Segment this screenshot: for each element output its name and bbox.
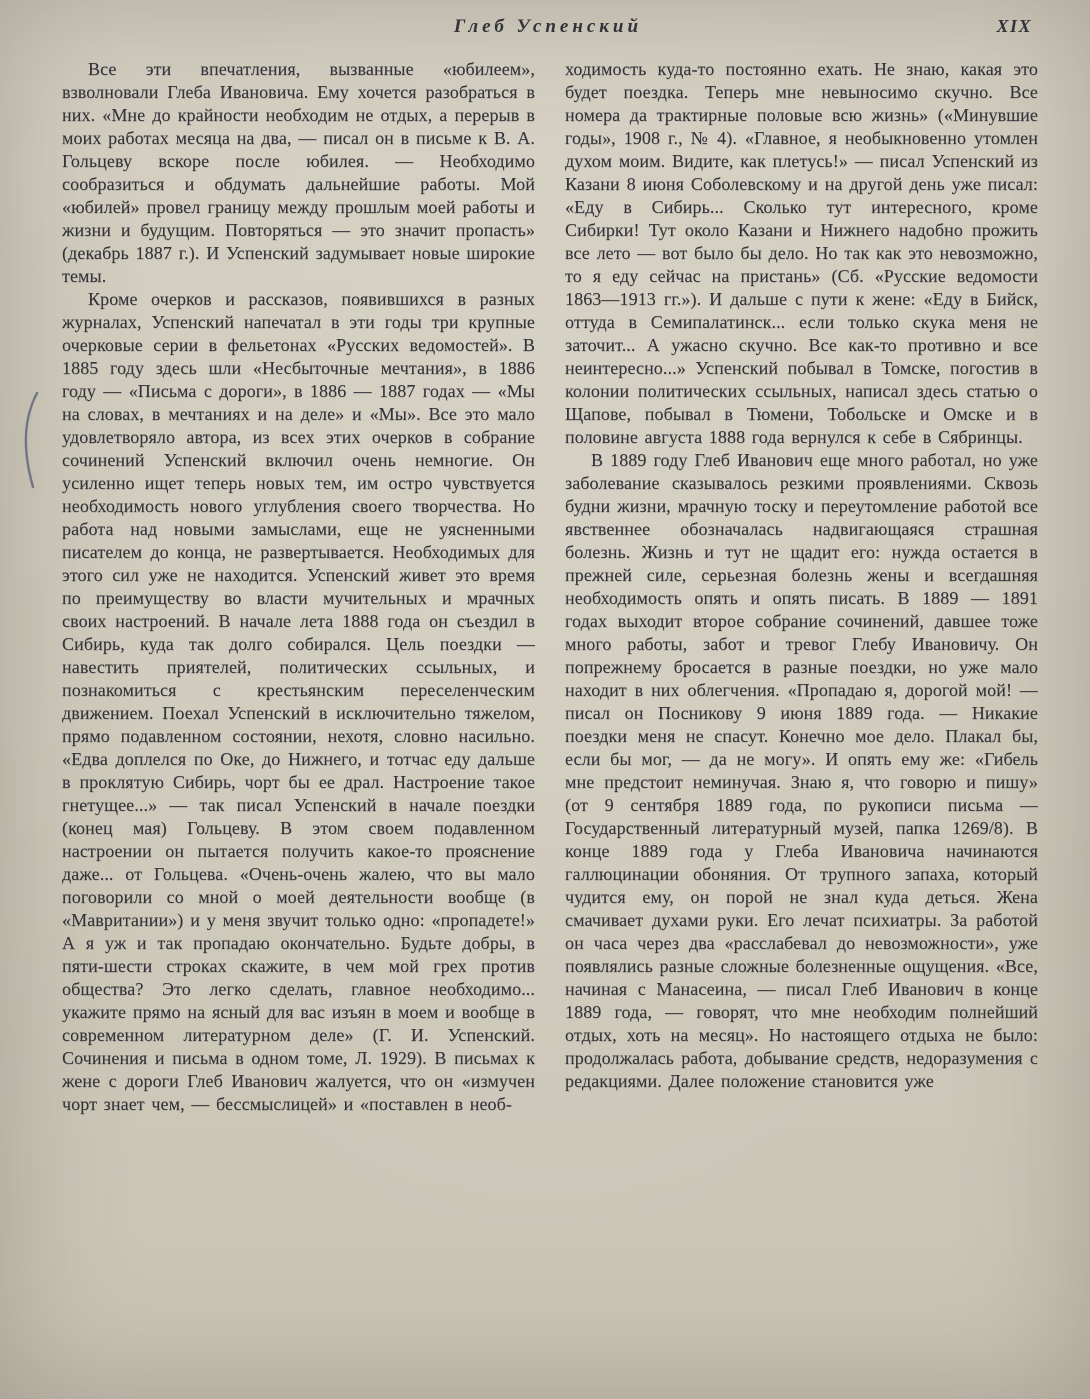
paragraph-continuation: ходимость куда-то постоянно ехать. Не знаю, какая это будет поездка. Теперь мне невыносимо скучно. Все номера да трактирные половые всю жизнь» («Минувшие годы», 1908 г., № 4). «Главное, я необыкновенно утомлен духом моим. Видите, как плетусь!» — писал Успенский из Казани 8 июня Соболевскому и на другой день уже писал: «Еду в Сибирь... Сколько тут интересного, кроме Сибирки! Тут около Казани и Нижнего надобно прожить все лето — вот было бы дело. Но так как это невозможно, то я еду сейчас на пристань» (Сб. «Русские ведомости 1863—1913 гг.»). И дальше с пути к жене: «Еду в Бийск, оттуда в Семипалатинск... если только скука меня не заточит... А ужасно скучно. Все как-то противно и все неинтересно...» Успенский побывал в Томске, погостив в колонии политических ссыльных, написал здесь статью о Щапове, побывал в Тюмени, Тобольске и Омске и в половине августа 1888 года вернулся к себе в Сябринцы.	[565, 59, 1038, 447]
running-head-title: Глеб Успенский	[453, 16, 643, 37]
right-column	[565, 58, 1038, 1299]
paragraph: Все эти впечатления, вызванные «юбилеем», взволновали Глеба Ивановича. Ему хочется разобраться в них. «Мне до крайности необходим не отдых, а перерыв в моих работах месяца на два, — писал он в письме к В. А. Гольцеву вскоре после юбилея. — Необходимо сообразиться и обдумать дальнейшие работы. Мой «юбилей» провел границу между прошлым моей работы и жизни и будущим. Повторяться — это значит пропасть» (декабрь 1887 г.). И Успенский задумывает новые широкие темы.	[62, 59, 535, 286]
page-number: XIX	[996, 16, 1032, 36]
running-header	[62, 16, 1034, 48]
left-column	[62, 58, 535, 1299]
margin-pen-mark	[16, 390, 46, 490]
text-columns	[62, 58, 1038, 1299]
paragraph: В 1889 году Глеб Иванович еще много работал, но уже заболевание сказывалось резкими проявлениями. Сквозь будни жизни, мрачную тоску и переутомление работой все явственнее обозначалась надвигающаяся страшная болезнь. Жизнь и тут не щадит его: нужда остается в прежней силе, серьезная болезнь жены и всегдашняя необходимость опять и опять писать. В 1889 — 1891 годах выходит второе собрание сочинений, давшее тоже много работы, забот и тревог Глебу Ивановичу. Он попрежнему бросается в разные поездки, но уже мало находит в них облегчения. «Пропадаю я, дорогой мой! — писал он Посникову 9 июня 1889 года. — Никакие поездки меня не спасут. Конечно мое дело. Плакал бы, если бы мог, — да не могу». И опять ему же: «Гибель мне предстоит неминучая. Знаю я, что говорю и пишу» (от 9 сентября 1889 года, по рукописи письма — Государственный литературный музей, папка 1269/8). В конце 1889 года у Глеба Ивановича начинаются галлюцинации обоняния. От трупного запаха, который чудится ему, он порой не знал куда деться. Жена смачивает духами руки. Его лечат психиатры. За работой он часа через два «расслабевал до невозможности», уже появлялись разные сложные болезненные ощущения. «Все, начиная с Манасеина, — писал Глеб Иванович в конце 1889 года, — говорят, что мне необходим полнейший отдых, хоть на месяц». Но настоящего отдыха не было: продолжалась работа, добывание средств, недоразумения с редакциями. Далее положение становится уже	[565, 450, 1038, 1091]
paragraph: Кроме очерков и рассказов, появившихся в разных журналах, Успенский напечатал в эти годы три крупные очерковые серии в фельетонах «Русских ведомостей». В 1885 году здесь шли «Несбыточные мечтания», в 1886 году — «Письма с дороги», в 1886 — 1887 годах — «Мы на словах, в мечтаниях и на деле» и «Мы». Все это мало удовлетворяло автора, из всех этих очерков в собрание сочинений Успенский включил очень немногие. Он усиленно ищет теперь новых тем, им остро чувствуется необходимость нового углубления своего творчества. Но работа над новыми замыслами, еще не уясненными писателем до конца, не развертывается. Необходимых для этого сил уже не находится. Успенский живет это время по преимуществу во власти мучительных и мрачных своих настроений. В начале лета 1888 года он съездил в Сибирь, куда так долго собирался. Цель поездки — навестить приятелей, политических ссыльных, и познакомиться с крестьянским переселенческим движением. Поехал Успенский в исключительно тяжелом, прямо подавленном состоянии, нехотя, словно насильно. «Едва доплелся по Оке, до Нижнего, и тотчас еду дальше в проклятую Сибирь, чорт бы ее драл. Настроение такое гнетущее...» — так писал Успенский в начале поездки (конец мая) Гольцеву. В этом своем подавленном настроении он пытается получить какое-то прояснение даже... от Гольцева. «Очень-очень жалею, что вы мало поговорили со мной о моей деятельности вообще (в «Мавритании») и у меня звучит только одно: «пропадете!» А я уж и так пропадаю окончательно. Будьте добры, в пяти-шести строках скажите, в чем мой грех против общества? Это легко сделать, главное необходимо... укажите прямо на ясный для вас изъян в моем и вообще в современном литературном деле» (Г. И. Успенский. Сочинения и письма в одном томе, Л. 1929). В письмах к жене с дороги Глеб Иванович жалуется, что он «измучен чорт знает чем, — бессмыслицей» и «поставлен в необ-	[62, 289, 535, 1114]
